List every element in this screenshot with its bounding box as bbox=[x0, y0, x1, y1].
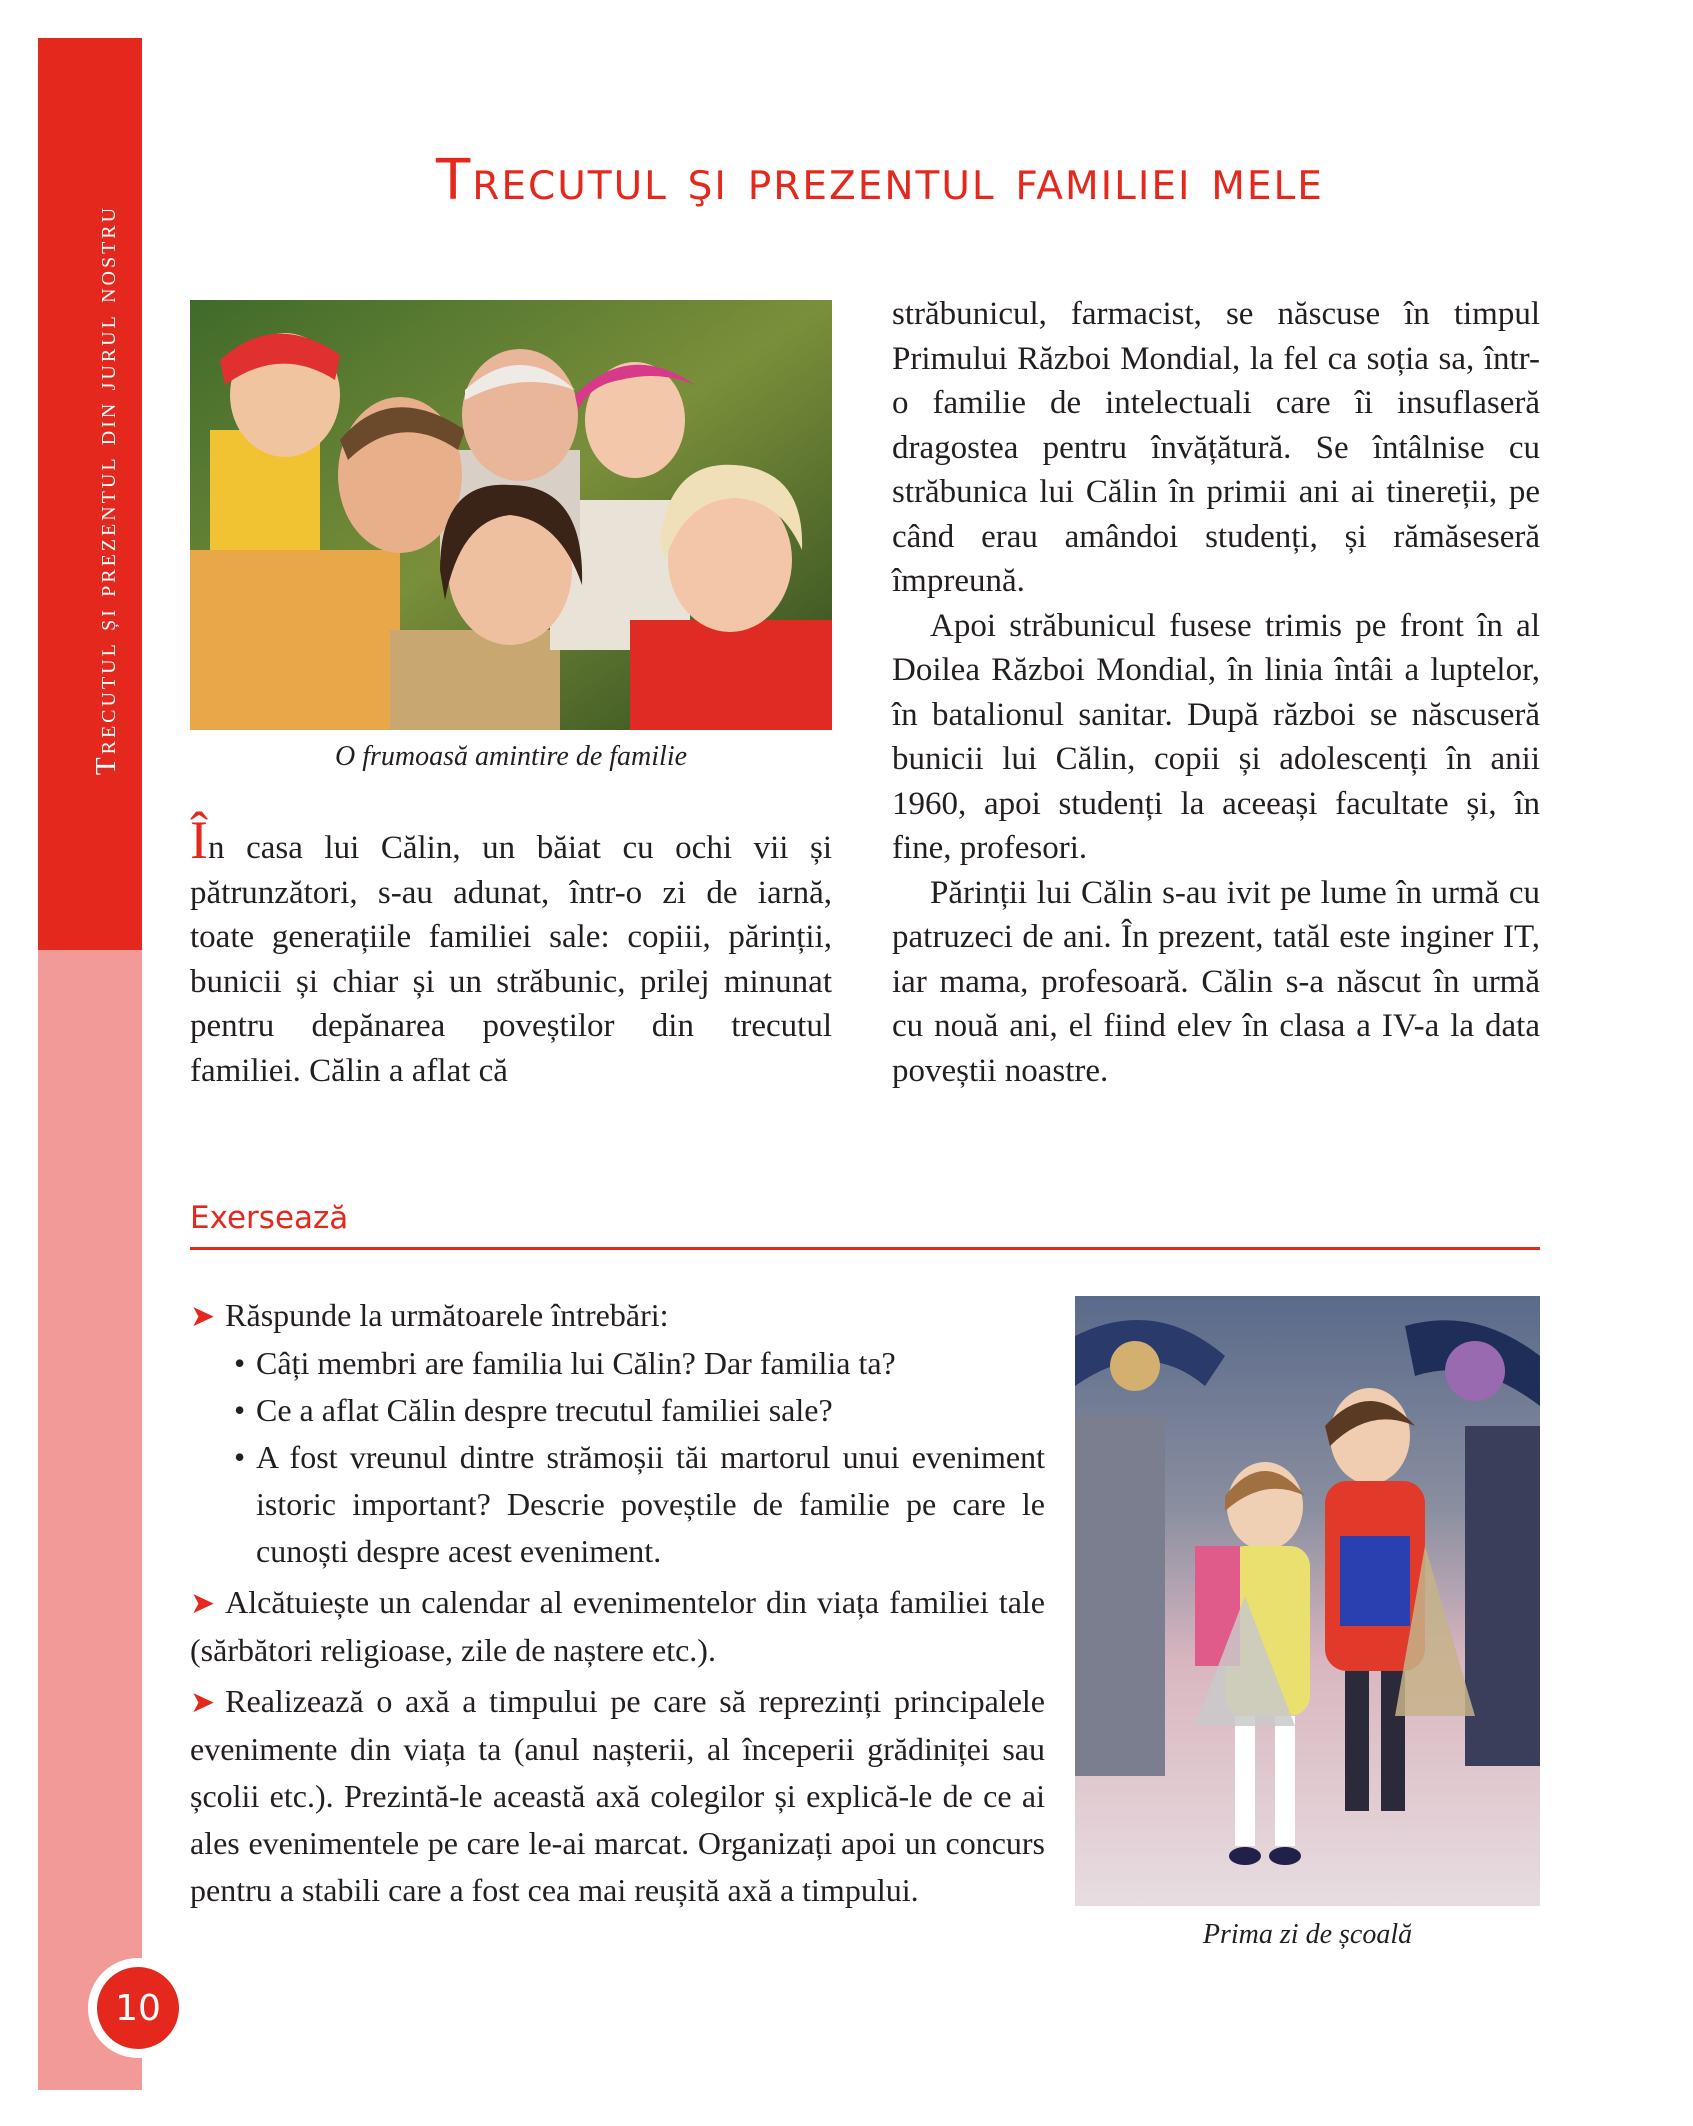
section-divider bbox=[190, 1247, 1540, 1250]
exercise-heading: Exersează bbox=[190, 1200, 349, 1236]
arrow-bullet-icon: ➤ bbox=[190, 1586, 216, 1621]
page-number: 10 bbox=[88, 1958, 188, 2058]
arrow-bullet-icon: ➤ bbox=[190, 1299, 216, 1334]
school-photo bbox=[1075, 1296, 1540, 1906]
story-paragraph-1-continued: străbunicul, farmacist, se născuse în timpul Primului Război Mondial, la fel ca soția sa, într-o familie de intelectuali care îi insuflaseră dragostea pentru învățătură. Se întâlnise cu străbunica lui Călin în primii ani ai tinereții, pe când erau amândoi studenți, și rămăseseră împreună. bbox=[892, 296, 1540, 599]
story-column-left bbox=[190, 810, 832, 1093]
family-photo-caption: O frumoasă amintire de familie bbox=[334, 741, 688, 772]
exercise-item-2: ➤ Alcătuiește un calendar al evenimentelor din viața familiei tale (sărbători religioase, zile de naștere etc.). bbox=[190, 1584, 1045, 1668]
story-paragraph-2: Apoi străbunicul fusese trimis pe front în al Doilea Război Mondial, în linia întâi a luptelor, în batalionul sanitar. După război se născuseră bunicii lui Călin, copii și adolescenți în anii 1960, apoi studenți la aceeași facultate și, în fine, profesori. bbox=[892, 607, 1540, 866]
question-item: • A fost vreunul dintre strămoșii tăi martorul unui eveniment istoric important? Descrie poveștile de familie pe care le cunoști despre acest eveniment. bbox=[234, 1434, 1045, 1575]
exercise-item-3: ➤ Realizează o axă a timpului pe care să reprezinți principalele evenimente din viața ta (anul nașterii, al începerii grădiniței sau școlii etc.). Prezintă-le această axă colegilor și explică-le de ce ai ales evenimentele pe care le-ai marcat. Organizați apoi un concurs pentru a stabili care a fost cea mai reușită axă a timpului. bbox=[190, 1683, 1045, 1908]
question-list bbox=[190, 1340, 1045, 1575]
question-item: • Câți membri are familia lui Călin? Dar familia ta? bbox=[234, 1340, 1045, 1387]
story-paragraph-1: În casa lui Călin, un băiat cu ochi vii și pătrunzători, s-au adunat, într-o zi de iarnă, toate generațiile familiei sale: copiii, părinții, bunicii și chiar și un străbunic, prilej minunat pentru depănarea poveștilor din trecutul familiei. Călin a aflat că bbox=[190, 810, 832, 1089]
arrow-bullet-icon: ➤ bbox=[190, 1685, 216, 1720]
question-item: • Ce a aflat Călin despre trecutul familiei sale? bbox=[234, 1387, 1045, 1434]
page-title: Trecutul şi prezentul familiei mele bbox=[436, 148, 1324, 213]
drop-cap: Î bbox=[190, 810, 208, 870]
family-photo bbox=[190, 300, 832, 730]
school-photo-caption: Prima zi de școală bbox=[1202, 1919, 1413, 1950]
sidebar-band-pink bbox=[38, 950, 142, 2090]
sidebar-chapter-title: Trecutul și prezentul din jurul nostru bbox=[90, 204, 122, 776]
exercise-item-1: ➤ Răspunde la următoarele întrebări: • Câți membri are familia lui Călin? Dar familia ta? • Ce a aflat Călin despre trecutul familiei sale? • A fost vreunul dintre strămoșii tăi martorul unui eveniment istoric important? Descrie poveștile de familie pe care le cunoști despre acest eveniment. bbox=[190, 1292, 1045, 1575]
exercise-list bbox=[190, 1292, 1045, 1918]
story-paragraph-3: Părinții lui Călin s-au ivit pe lume în urmă cu patruzeci de ani. În prezent, tatăl este inginer IT, iar mama, profesoară. Călin s-a născut în urmă cu nouă ani, el fiind elev în clasa a IV-a la data poveștii noastre. bbox=[892, 874, 1540, 1089]
story-column-right bbox=[892, 292, 1540, 1093]
